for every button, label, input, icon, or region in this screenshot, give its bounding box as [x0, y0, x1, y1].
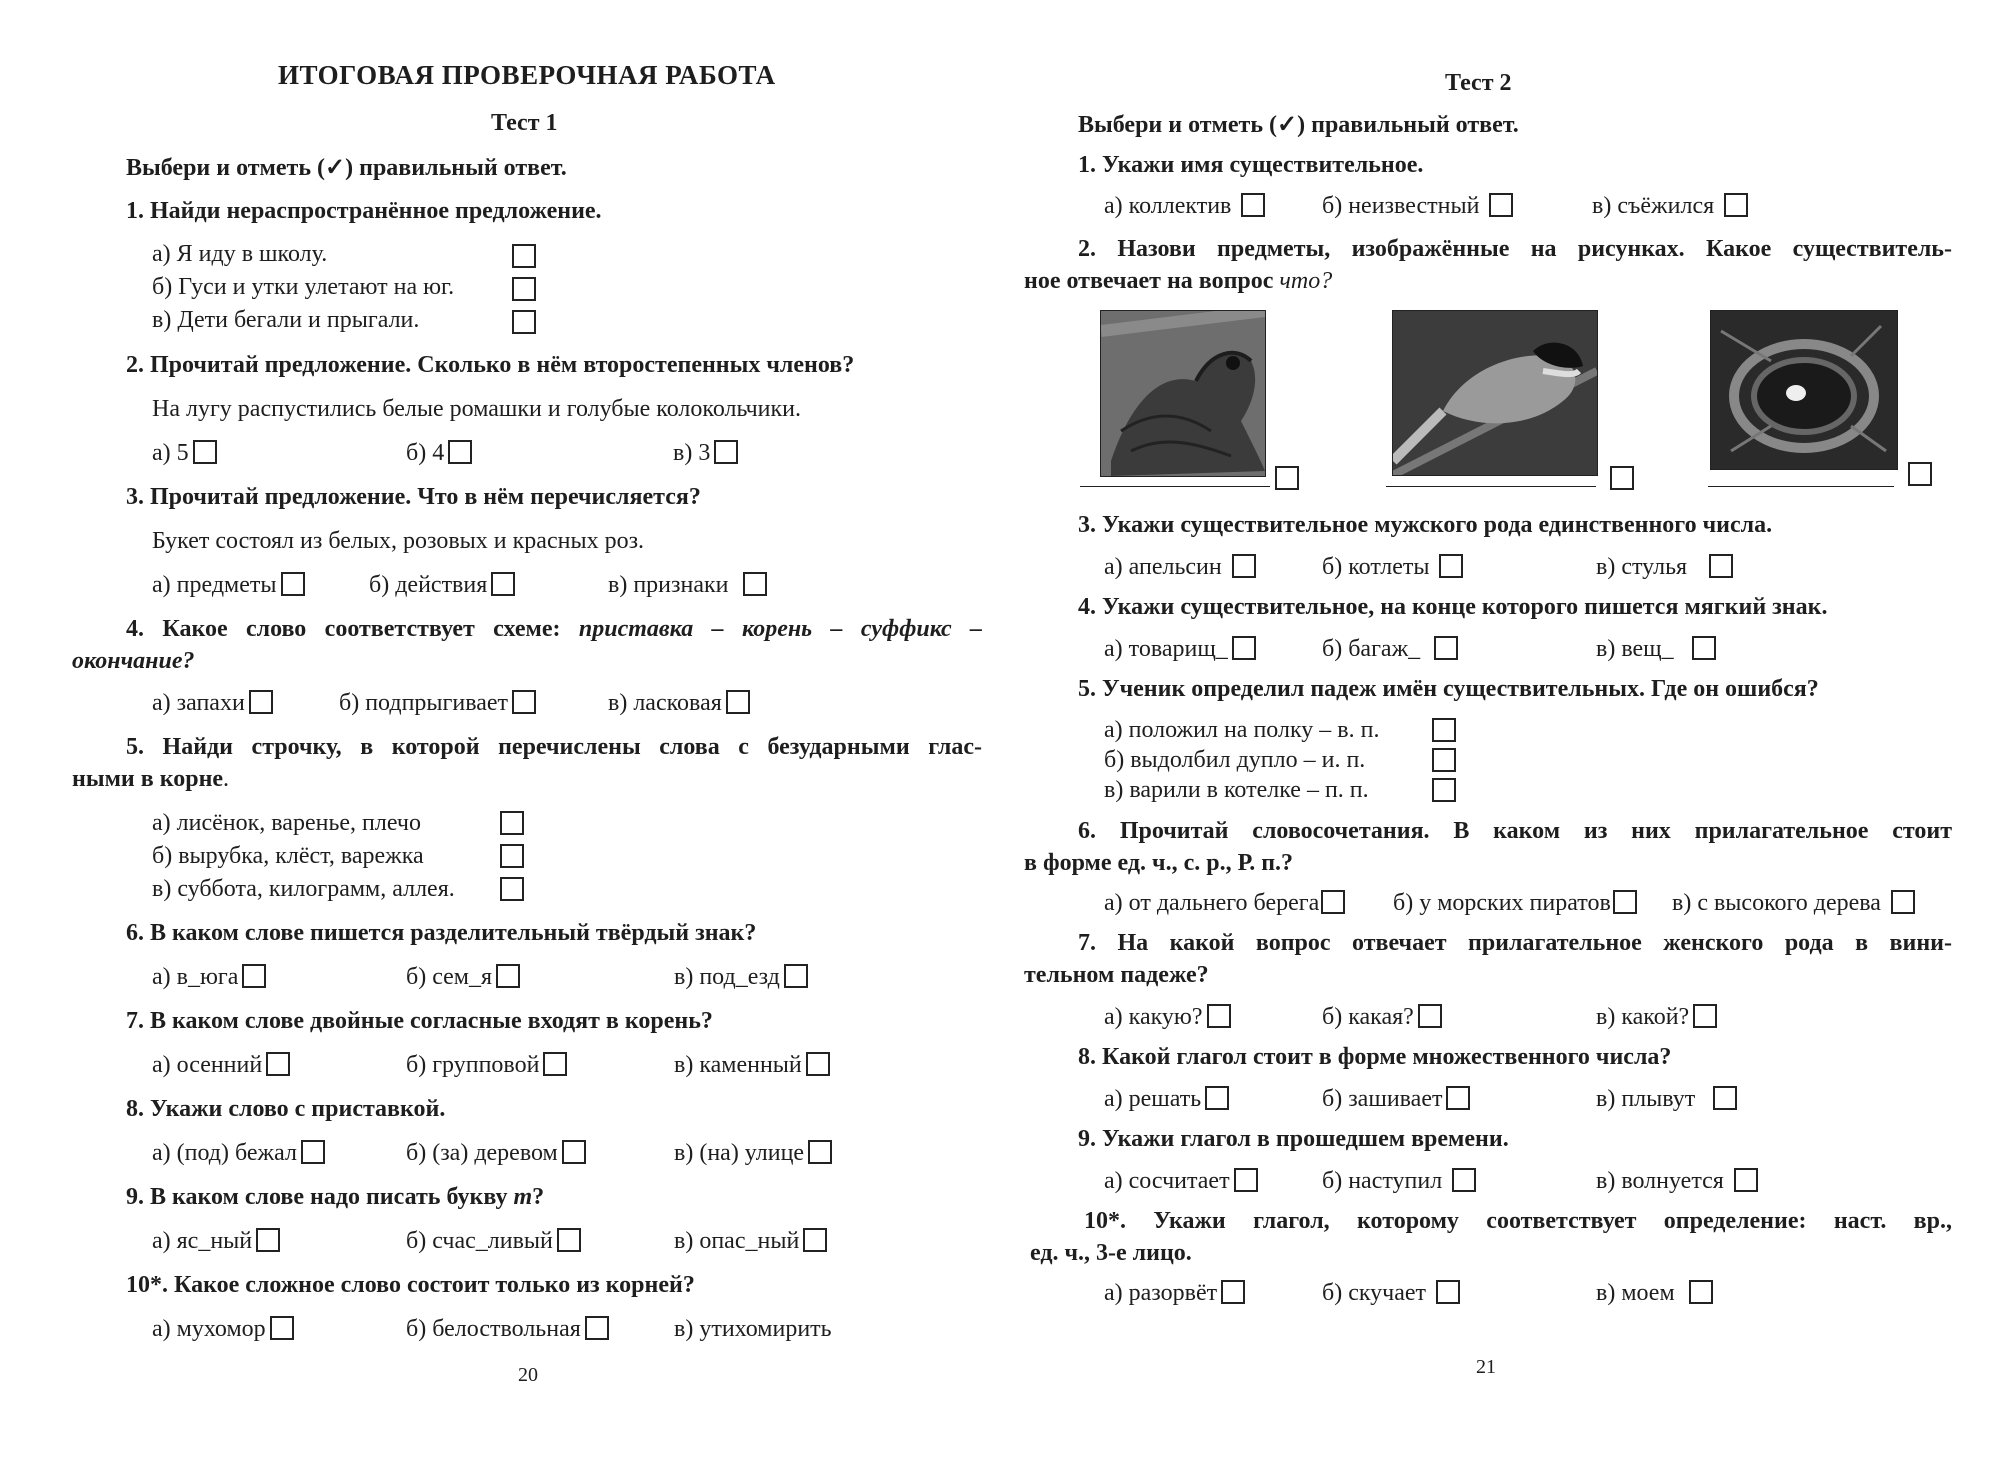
answer-checkbox[interactable] — [1452, 1168, 1476, 1192]
option-a — [152, 1140, 325, 1167]
question-4-scheme: приставка – корень – суффикс – — [578, 616, 983, 642]
option-label: а) запахи — [152, 690, 245, 716]
answer-checkbox[interactable] — [491, 572, 515, 596]
option-label: в) какой? — [1596, 1004, 1690, 1030]
question-2-word: что? — [1279, 268, 1333, 294]
option-a — [1104, 1004, 1231, 1031]
question-4 — [72, 616, 982, 643]
option-label: в) стулья — [1596, 554, 1688, 580]
answer-checkbox[interactable] — [1232, 636, 1256, 660]
option-label: б) зашивает — [1322, 1086, 1443, 1112]
option-c — [1596, 554, 1733, 581]
question-9-text: 9. В каком слове надо писать букву — [126, 1184, 508, 1210]
answer-checkbox[interactable] — [496, 964, 520, 988]
question-4-scheme-end: окончание? — [72, 648, 195, 674]
answer-checkbox[interactable] — [1432, 748, 1456, 772]
question-7-end: тельном падеже? — [1024, 962, 1209, 988]
option-label: б) какая? — [1322, 1004, 1414, 1030]
option-label: б) сем_я — [406, 964, 493, 990]
option-label: б) действия — [369, 572, 488, 598]
question-2: 2. Прочитай предложение. Сколько в нём второстепенных членов? — [126, 352, 855, 378]
option-label: в) опас_ный — [674, 1228, 800, 1254]
bird-image — [1392, 310, 1598, 476]
option-a — [152, 1052, 290, 1079]
answer-checkbox[interactable] — [1241, 193, 1265, 217]
answer-checkbox[interactable] — [500, 844, 524, 868]
answer-checkbox[interactable] — [1693, 1004, 1717, 1028]
option-c — [1596, 1280, 1713, 1307]
answer-checkbox[interactable] — [500, 811, 524, 835]
answer-checkbox[interactable] — [562, 1140, 586, 1164]
option-label: а) мухомор — [152, 1316, 266, 1342]
option-a: а) положил на полку – в. п. — [1104, 717, 1380, 743]
option-label: а) от дальнего берега — [1104, 890, 1320, 916]
question-3: 3. Прочитай предложение. Что в нём перечисляется? — [126, 484, 701, 510]
question-5-text-end: ными в корне — [72, 766, 224, 792]
option-c: в) суббота, килограмм, аллея. — [152, 876, 455, 902]
option-c: в) Дети бегали и прыгали. — [152, 307, 420, 333]
frog-image — [1100, 310, 1266, 477]
option-label: б) у морских пиратов — [1393, 890, 1611, 916]
option-label: б) скучает — [1322, 1280, 1427, 1306]
page-number: 21 — [1476, 1356, 1496, 1378]
option-c — [673, 440, 738, 467]
nest-icon — [1711, 311, 1897, 469]
option-b — [1322, 554, 1463, 581]
test-2-title: Тест 2 — [1445, 70, 1512, 96]
page-title: ИТОГОВАЯ ПРОВЕРОЧНАЯ РАБОТА — [278, 60, 776, 90]
option-c — [674, 964, 808, 991]
answer-line[interactable] — [1386, 486, 1596, 487]
option-b — [339, 690, 536, 717]
test-1-instruction: Выбери и отметь (✓) правильный ответ. — [126, 155, 567, 181]
option-c — [674, 1052, 830, 1079]
answer-line[interactable] — [1708, 486, 1894, 487]
answer-checkbox[interactable] — [1321, 890, 1345, 914]
option-a — [152, 572, 305, 599]
answer-checkbox[interactable] — [1436, 1280, 1460, 1304]
question-2-end — [1024, 268, 1332, 295]
option-a — [1104, 554, 1256, 581]
answer-checkbox[interactable] — [512, 310, 536, 334]
answer-checkbox[interactable] — [1613, 890, 1637, 914]
option-a — [152, 690, 273, 717]
option-c — [1596, 1004, 1717, 1031]
question-4-text: 4. Какое слово соответствует схеме: — [126, 616, 561, 642]
option-a — [152, 440, 217, 467]
answer-checkbox[interactable] — [266, 1052, 290, 1076]
answer-checkbox[interactable] — [249, 690, 273, 714]
test-1-title: Тест 1 — [491, 110, 558, 136]
option-c — [674, 1140, 832, 1167]
answer-checkbox[interactable] — [1432, 778, 1456, 802]
answer-checkbox[interactable] — [1432, 718, 1456, 742]
option-c — [1596, 1168, 1758, 1195]
option-a: а) Я иду в школу. — [152, 241, 328, 267]
answer-checkbox[interactable] — [803, 1228, 827, 1252]
option-label: в) плывут — [1596, 1086, 1696, 1112]
option-b — [1322, 1168, 1476, 1195]
answer-checkbox[interactable] — [1207, 1004, 1231, 1028]
option-b — [406, 1316, 609, 1343]
option-a — [152, 1228, 280, 1255]
answer-checkbox[interactable] — [1232, 554, 1256, 578]
answer-checkbox[interactable] — [256, 1228, 280, 1252]
answer-line[interactable] — [1080, 486, 1270, 487]
answer-checkbox[interactable] — [543, 1052, 567, 1076]
answer-checkbox[interactable] — [500, 877, 524, 901]
option-b — [369, 572, 515, 599]
option-label: а) какую? — [1104, 1004, 1203, 1030]
question-6 — [1024, 818, 1952, 845]
answer-checkbox[interactable] — [1692, 636, 1716, 660]
question-1: 1. Укажи имя существительное. — [1078, 152, 1424, 178]
answer-checkbox[interactable] — [1610, 466, 1634, 490]
option-label: в) под_езд — [674, 964, 780, 990]
answer-checkbox[interactable] — [726, 690, 750, 714]
question-1: 1. Найди нераспространённое предложение. — [126, 198, 602, 224]
question-10-text: 10*. Укажи глагол, которому соответствует определение: наст. вр., — [1084, 1208, 1952, 1234]
answer-checkbox[interactable] — [743, 572, 767, 596]
question-10-end: ед. ч., 3-е лицо. — [1030, 1240, 1192, 1266]
option-a — [1104, 1086, 1229, 1113]
answer-checkbox[interactable] — [1724, 193, 1748, 217]
option-c — [608, 572, 767, 599]
question-7 — [1024, 930, 1952, 957]
page-number: 20 — [518, 1364, 538, 1386]
option-b — [406, 964, 520, 991]
option-c — [608, 690, 750, 717]
option-b: б) Гуси и утки улетают на юг. — [152, 274, 455, 300]
answer-checkbox[interactable] — [1418, 1004, 1442, 1028]
option-label: б) групповой — [406, 1052, 540, 1078]
option-b — [1322, 1004, 1442, 1031]
answer-checkbox[interactable] — [512, 277, 536, 301]
right-page — [1000, 0, 2000, 1473]
answer-checkbox[interactable] — [1434, 636, 1458, 660]
answer-checkbox[interactable] — [281, 572, 305, 596]
option-b — [406, 1140, 586, 1167]
option-b — [1322, 193, 1513, 220]
option-label: б) котлеты — [1322, 554, 1430, 580]
option-c: в) утихомирить — [674, 1316, 832, 1342]
option-label: а) (под) бежал — [152, 1140, 297, 1166]
option-c — [1672, 890, 1915, 917]
option-a: а) лисёнок, варенье, плечо — [152, 810, 421, 836]
test-2-instruction: Выбери и отметь (✓) правильный ответ. — [1078, 112, 1519, 138]
question-3: 3. Укажи существительное мужского рода единственного числа. — [1078, 512, 1773, 538]
option-a — [1104, 890, 1345, 917]
answer-checkbox[interactable] — [1709, 554, 1733, 578]
option-label: б) неизвестный — [1322, 193, 1480, 219]
option-a — [152, 1316, 294, 1343]
option-b: б) выдолбил дупло – и. п. — [1104, 747, 1366, 773]
option-b — [1322, 1086, 1470, 1113]
option-label: а) товарищ_ — [1104, 636, 1228, 662]
option-label: а) разорвёт — [1104, 1280, 1218, 1306]
option-b — [1322, 636, 1458, 663]
question-6-end: в форме ед. ч., с. р., Р. п.? — [1024, 850, 1294, 876]
option-label: в) 3 — [673, 440, 711, 466]
answer-checkbox[interactable] — [1734, 1168, 1758, 1192]
option-label: а) апельсин — [1104, 554, 1222, 580]
option-a — [1104, 636, 1256, 663]
option-label: б) багаж_ — [1322, 636, 1421, 662]
question-5: 5. Ученик определил падеж имён существительных. Где он ошибся? — [1078, 676, 1819, 702]
answer-checkbox[interactable] — [1689, 1280, 1713, 1304]
answer-checkbox[interactable] — [512, 244, 536, 268]
option-label: а) сосчитает — [1104, 1168, 1230, 1194]
question-2-text-end: ное отвечает на вопрос — [1024, 268, 1274, 294]
question-9: 9. Укажи глагол в прошедшем времени. — [1078, 1126, 1509, 1152]
question-6: 6. В каком слове пишется разделительный твёрдый знак? — [126, 920, 757, 946]
question-9 — [126, 1184, 544, 1211]
question-5 — [72, 734, 982, 761]
option-label: а) яс_ный — [152, 1228, 253, 1254]
answer-checkbox[interactable] — [193, 440, 217, 464]
answer-checkbox[interactable] — [784, 964, 808, 988]
bird-icon — [1393, 311, 1597, 475]
option-label: в) (на) улице — [674, 1140, 805, 1166]
answer-checkbox[interactable] — [1234, 1168, 1258, 1192]
frog-icon — [1101, 311, 1265, 476]
question-3-sentence: Букет состоял из белых, розовых и красных роз. — [152, 528, 645, 554]
option-label: а) предметы — [152, 572, 277, 598]
option-label: б) белоствольная — [406, 1316, 581, 1342]
answer-checkbox[interactable] — [557, 1228, 581, 1252]
answer-checkbox[interactable] — [1489, 193, 1513, 217]
option-b — [406, 440, 472, 467]
answer-checkbox[interactable] — [1446, 1086, 1470, 1110]
question-9-mark: ? — [532, 1184, 545, 1210]
option-a — [1104, 1168, 1258, 1195]
option-label: в) признаки — [608, 572, 729, 598]
option-label: а) решать — [1104, 1086, 1202, 1112]
option-b — [406, 1228, 581, 1255]
answer-checkbox[interactable] — [714, 440, 738, 464]
question-8: 8. Укажи слово с приставкой. — [126, 1096, 446, 1122]
option-c — [674, 1228, 827, 1255]
answer-checkbox[interactable] — [1205, 1086, 1229, 1110]
option-a — [1104, 193, 1265, 220]
answer-checkbox[interactable] — [806, 1052, 830, 1076]
question-7-text: 7. На какой вопрос отвечает прилагательное женского рода в вини- — [1078, 930, 1952, 956]
option-a — [152, 964, 266, 991]
answer-checkbox[interactable] — [1713, 1086, 1737, 1110]
answer-checkbox[interactable] — [1891, 890, 1915, 914]
option-label: а) в_юга — [152, 964, 239, 990]
question-2 — [1024, 236, 1952, 263]
answer-checkbox[interactable] — [512, 690, 536, 714]
option-label: в) волнуется — [1596, 1168, 1724, 1194]
option-label: в) вещ_ — [1596, 636, 1674, 662]
nest-image — [1710, 310, 1898, 470]
answer-checkbox[interactable] — [1275, 466, 1299, 490]
option-label: в) с высокого дерева — [1672, 890, 1881, 916]
answer-checkbox[interactable] — [1439, 554, 1463, 578]
option-b — [1393, 890, 1637, 917]
option-label: а) 5 — [152, 440, 189, 466]
question-5-text: 5. Найди строчку, в которой перечислены слова с безударными глас- — [126, 734, 982, 760]
option-b — [406, 1052, 567, 1079]
option-label: в) моем — [1596, 1280, 1675, 1306]
question-10: 10*. Какое сложное слово состоит только из корней? — [126, 1272, 695, 1298]
answer-checkbox[interactable] — [1908, 462, 1932, 486]
option-label: в) ласковая — [608, 690, 722, 716]
question-6-text: 6. Прочитай словосочетания. В каком из них прилагательное стоит — [1078, 818, 1952, 844]
option-b — [1322, 1280, 1460, 1307]
answer-checkbox[interactable] — [301, 1140, 325, 1164]
answer-checkbox[interactable] — [270, 1316, 294, 1340]
option-label: б) подпрыгивает — [339, 690, 509, 716]
option-c — [1596, 1086, 1737, 1113]
option-c — [1596, 636, 1716, 663]
option-c — [1592, 193, 1748, 220]
answer-checkbox[interactable] — [1221, 1280, 1245, 1304]
question-2-sentence: На лугу распустились белые ромашки и голубые колокольчики. — [152, 396, 802, 422]
question-5-end: ными в корне. — [72, 766, 230, 792]
option-label: а) коллектив — [1104, 193, 1232, 219]
question-10 — [1030, 1208, 1952, 1235]
option-c: в) варили в котелке – п. п. — [1104, 777, 1369, 803]
question-8: 8. Какой глагол стоит в форме множественного числа? — [1078, 1044, 1672, 1070]
option-label: б) (за) деревом — [406, 1140, 558, 1166]
question-9-letter: т — [513, 1184, 533, 1210]
option-label: в) съёжился — [1592, 193, 1715, 219]
option-label: в) каменный — [674, 1052, 802, 1078]
question-7: 7. В каком слове двойные согласные входят в корень? — [126, 1008, 713, 1034]
answer-checkbox[interactable] — [808, 1140, 832, 1164]
question-4: 4. Укажи существительное, на конце которого пишется мягкий знак. — [1078, 594, 1828, 620]
answer-checkbox[interactable] — [242, 964, 266, 988]
question-2-text: 2. Назови предметы, изображённые на рисунках. Какое существитель- — [1078, 236, 1952, 262]
option-a — [1104, 1280, 1245, 1307]
answer-checkbox[interactable] — [448, 440, 472, 464]
option-b: б) вырубка, клёст, варежка — [152, 843, 424, 869]
option-label: б) наступил — [1322, 1168, 1443, 1194]
option-label: б) счас_ливый — [406, 1228, 553, 1254]
option-label: а) осенний — [152, 1052, 263, 1078]
option-label: б) 4 — [406, 440, 445, 466]
answer-checkbox[interactable] — [585, 1316, 609, 1340]
